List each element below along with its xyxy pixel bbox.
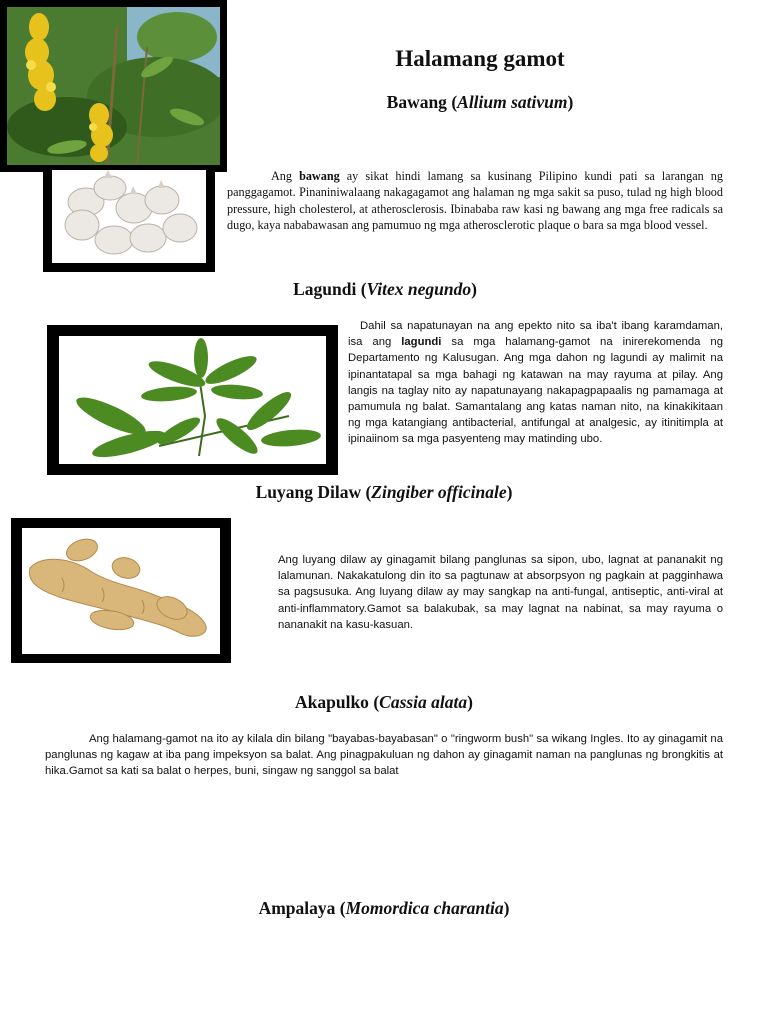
lagundi-description: Dahil sa napatunayan na ang epekto nito sa iba't ibang karamdaman, isa ang lagundi sa mga halamang-gamot na inirerekomenda ng Departamento ng Kalusugan. Ang mga dahon ng lagundi ay malimit na ipinantatapal sa mga bahagi ng katawan na may rayuma at pilay. Ang langis na taglay nito ay napatunayang nakapagpapaalis ng pamamaga at pamumula ng balat. Samantalang ang katas naman nito, na kinakikitaan ng mga katangiang antibacterial, antifungal at analgesic, ay itinitimpla at ipinaiinom sa mga pasyenteng may matinding ubo. xyxy=(348,320,723,446)
bawang-name: Bawang xyxy=(386,92,447,112)
page-title: Halamang gamot xyxy=(395,46,565,71)
luyang-dilaw-name: Luyang Dilaw xyxy=(255,482,362,502)
akapulko-scientific-name: Cassia alata xyxy=(379,692,468,712)
luyang-dilaw-description: Ang luyang dilaw ay ginagamit bilang panglunas sa sipon, ubo, lagnat at pananakit ng lalamunan. Nakakatulong din ito sa pagtunaw at absorpsyon ng pagkain at pagginhawa sa pagsusuka. Ang luyang dilaw ay may sangkap na anti-fungal, antiseptic, anti-viral at anti-inflammatory.Gamot sa balakubak, sa may lagnat na nabinat, sa may rayuma o nananakit na kasu-kasuan. xyxy=(278,554,723,631)
section-heading-lagundi: Lagundi (Vitex negundo) xyxy=(293,279,477,299)
akapulko-flower-photo xyxy=(0,0,227,172)
luyang-dilaw-photo xyxy=(11,518,231,663)
section-heading-luyang-dilaw: Luyang Dilaw (Zingiber officinale) xyxy=(255,482,513,502)
ampalaya-scientific-name: Momordica charantia xyxy=(345,898,504,918)
section-heading-bawang: Bawang (Allium sativum) xyxy=(386,92,574,112)
section-heading-akapulko: Akapulko (Cassia alata) xyxy=(295,692,473,712)
luyang-dilaw-scientific-name: Zingiber officinale xyxy=(371,482,507,502)
bawang-bold-term: bawang xyxy=(299,169,340,183)
bawang-description: Ang bawang ay sikat hindi lamang sa kusinang Pilipino kundi pati sa larangan ng panggagamot. Pinaniniwalaang nakagagamot ang halaman ng mga sakit sa puso, tulad ng high blood pressure, high cholesterol, at atherosclerosis. Ibinababa raw kasi ng bawang ang mga free radicals sa dugo, kaya nababawasan ang pamumuo ng mga atherosclerotic plaque o bara sa mga blood vessel. xyxy=(227,169,723,232)
akapulko-name: Akapulko xyxy=(295,692,369,712)
bawang-scientific-name: Allium sativum xyxy=(457,92,568,112)
section-heading-ampalaya: Ampalaya (Momordica charantia) xyxy=(258,898,510,918)
garlic-image xyxy=(52,170,206,263)
lagundi-name: Lagundi xyxy=(293,279,357,299)
ginger-image xyxy=(22,528,220,654)
lagundi-leaves-image xyxy=(59,336,326,464)
lagundi-bold-term: lagundi xyxy=(401,336,442,349)
ampalaya-name: Ampalaya xyxy=(258,898,336,918)
akapulko-flower-image xyxy=(7,7,220,165)
lagundi-scientific-name: Vitex negundo xyxy=(366,279,472,299)
akapulko-description: Ang halamang-gamot na ito ay kilala din bilang "bayabas-bayabasan" o "ringworm bush" sa wikang Ingles. Ito ay ginagamit na panglunas ng kagaw at iba pang impeksyon sa balat. Ang pinagpakuluan ng dahon ay ginagamit naman na panglunas ng brongkitis at hika.Gamot sa kati sa balat o herpes, buni, singaw ng sanggol sa balat xyxy=(45,733,723,778)
bawang-photo xyxy=(43,170,215,272)
lagundi-photo xyxy=(47,325,338,475)
